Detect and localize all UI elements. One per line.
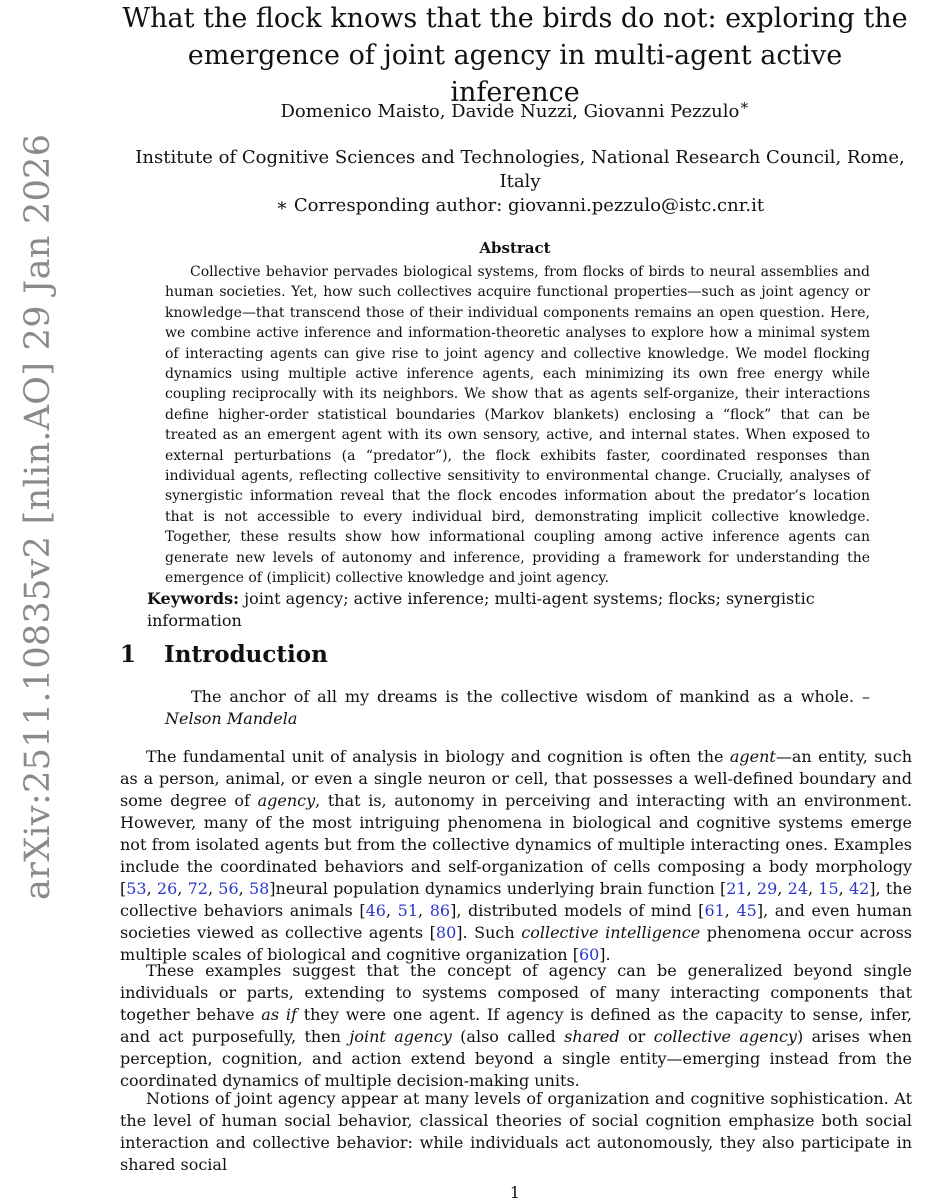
authors-names: Domenico Maisto, Davide Nuzzi, Giovanni Pezzulo: [280, 101, 740, 122]
keywords-line: [147, 588, 907, 632]
intro-paragraph-2: These examples suggest that the concept of agency can be generalized beyond single individuals or parts, extending to systems composed of many interacting components that together behave as if they were one agent. If agency is defined as the capacity to sense, infer, and act purposefully, then joint agency (also called shared or collective agency) arises when perception, cognition, and action extend beyond a single entity—emerging instead from the coordinated dynamics of multiple decision-making units.: [120, 961, 913, 1090]
citation-link[interactable]: 60: [578, 945, 600, 964]
abstract-text: Collective behavior pervades biological systems, from flocks of birds to neural assemblies and human societies. Yet, how such collectives acquire functional properties—such as joint agency or knowledge—that transcend those of their individual components remains an open question. Here, we combine active inference and information-theoretic analyses to explore how a minimal system of interacting agents can give rise to joint agency and collective knowledge. We model flocking dynamics using multiple active inference agents, each minimizing its own free energy while coupling reciprocally with its neighbors. We show that as agents self-organize, their interactions define higher-order statistical boundaries (Markov blankets) enclosing a “flock” that can be treated as an emergent agent with its own sensory, active, and internal states. When exposed to external perturbations (a “predator”), the flock exhibits faster, coordinated responses than individual agents, reflecting collective sensitivity to environmental change. Crucially, analyses of synergistic information reveal that the flock encodes information about the predator’s location that is not accessible to every individual bird, demonstrating implicit collective knowledge. Together, these results show how informational coupling among active inference agents can generate new levels of autonomy and inference, providing a framework for understanding the emergence of (implicit) collective knowledge and joint agency.: [165, 264, 870, 587]
page-number: 1: [509, 1183, 521, 1202]
affiliation-block: [120, 146, 920, 218]
citation-link[interactable]: 51: [397, 901, 419, 920]
corresponding-author-mark: ∗: [739, 96, 750, 114]
citation-link[interactable]: 45: [736, 901, 757, 920]
citation-link[interactable]: 29: [756, 879, 778, 898]
section-title: Introduction: [164, 641, 328, 668]
citation-link[interactable]: 15: [818, 879, 839, 898]
section-heading: [120, 640, 328, 670]
author-list: [120, 94, 910, 123]
keywords-label: Keywords:: [147, 589, 240, 608]
intro-paragraph-3: Notions of joint agency appear at many levels of organization and cognitive sophistication. At the level of human social behavior, classical theories of social cognition emphasize both social interaction and collective behavior: while individuals act autonomously, they also participate in shared social: [120, 1089, 912, 1174]
citation-link[interactable]: 58: [248, 879, 270, 898]
affiliation: Institute of Cognitive Sciences and Technologies, National Research Council, Rome, Italy: [135, 147, 905, 192]
citation-link[interactable]: 86: [429, 901, 451, 920]
intro-paragraph-1: The fundamental unit of analysis in biology and cognition is often the agent—an entity, such as a person, animal, or even a single neuron or cell, that possesses a well-defined boundary and some degree of agency, that is, autonomy in perceiving and interacting with an environment. However, many of the most intriguing phenomena in biological and cognitive systems emerge not from isolated agents but from the collective dynamics of multiple interacting ones. Examples include the coordinated behaviors and self-organization of cells composing a body morphology [53, 26, 72, 56, 58]neural population dynamics underlying brain function [21, 29, 24, 15, 42], the collective behaviors animals [46, 51, 86], distributed models of mind [61, 45], and even human societies viewed as collective agents [80]. Such collective intelligence phenomena occur across multiple scales of biological and cognitive organization [60].: [120, 747, 913, 964]
arxiv-identifier-stamp: arXiv:2511.10835v2 [nlin.AO] 29 Jan 2026: [18, 133, 58, 900]
citation-link[interactable]: 53: [126, 879, 147, 898]
paper-title: What the flock knows that the birds do not: exploring the emergence of joint agency in multi-agent active inference: [122, 3, 908, 108]
abstract-heading: Abstract: [479, 239, 551, 257]
keywords-list: joint agency; active inference; multi-agent systems; flocks; synergistic information: [147, 589, 815, 630]
citation-link[interactable]: 80: [435, 923, 457, 942]
citation-link[interactable]: 61: [704, 901, 725, 920]
citation-link[interactable]: 72: [187, 879, 208, 898]
citation-link[interactable]: 24: [787, 879, 808, 898]
citation-link[interactable]: 56: [218, 879, 239, 898]
corresponding-author-email: ∗ Corresponding author: giovanni.pezzulo@istc.cnr.it: [275, 195, 765, 216]
citation-link[interactable]: 42: [848, 879, 870, 898]
quote-text: The anchor of all my dreams is the collective wisdom of mankind as a whole. –: [191, 687, 870, 706]
citation-link[interactable]: 46: [365, 901, 386, 920]
citation-link[interactable]: 26: [156, 879, 178, 898]
epigraph-quote: [165, 686, 870, 730]
citation-link[interactable]: 21: [726, 879, 747, 898]
section-number: 1: [120, 641, 137, 668]
quote-author: Nelson Mandela: [165, 709, 298, 728]
